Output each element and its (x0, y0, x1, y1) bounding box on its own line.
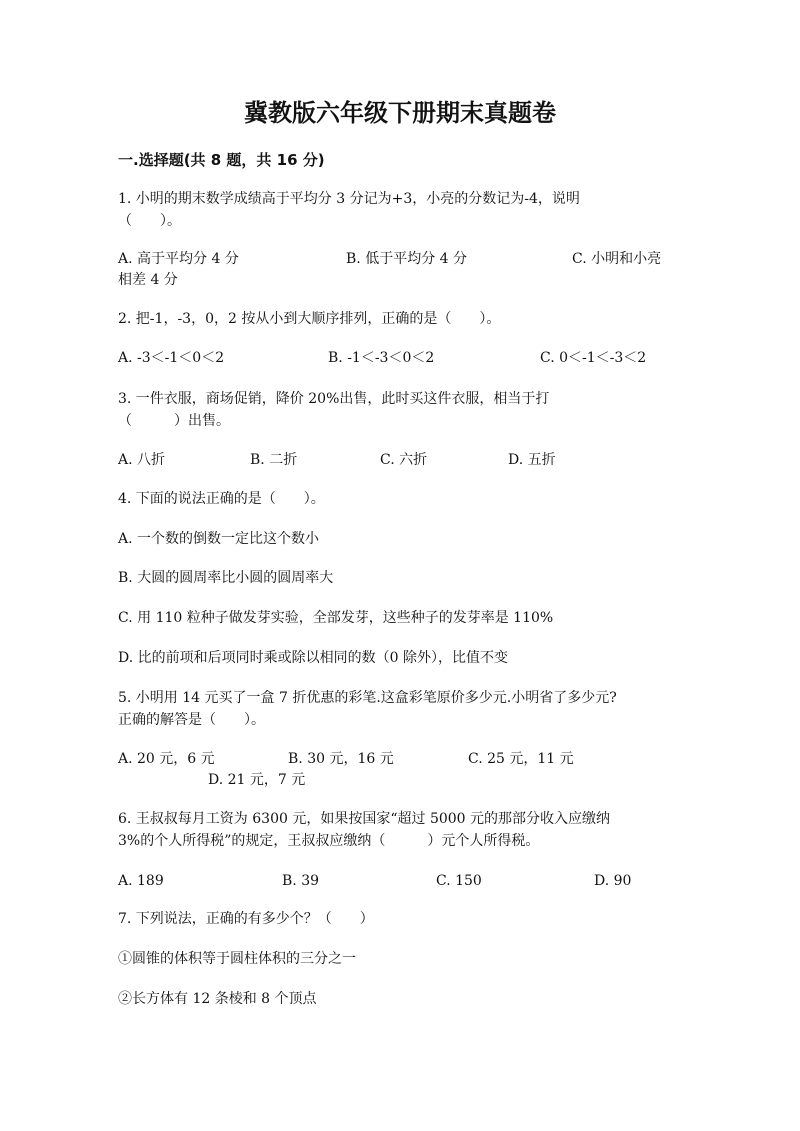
question-7-statement-1: ①圆锥的体积等于圆柱体积的三分之一 (118, 951, 356, 967)
question-1-stem-cont: （ ）。 (118, 213, 181, 229)
question-5-option-b: B. 30 元，16 元 (288, 751, 394, 767)
page-title: 冀教版六年级下册期末真题卷 (244, 99, 556, 127)
question-5-stem-cont: 正确的解答是（ ）。 (118, 712, 265, 728)
question-4-option-a: A. 一个数的倒数一定比这个数小 (118, 531, 320, 547)
question-1-option-b: B. 低于平均分 4 分 (346, 251, 467, 267)
question-6-stem: 6. 王叔叔每月工资为 6300 元，如果按国家“超过 5000 元的那部分收入应缴纳 (118, 811, 611, 827)
question-4-stem: 4. 下面的说法正确的是（ ）。 (118, 491, 325, 507)
question-4-option-d: D. 比的前项和后项同时乘或除以相同的数（0 除外），比值不变 (118, 650, 508, 666)
question-3-option-c: C. 六折 (380, 452, 428, 468)
question-3-stem: 3. 一件衣服，商场促销，降价 20%出售，此时买这件衣服，相当于打 (118, 391, 550, 407)
question-1-option-a: A. 高于平均分 4 分 (118, 251, 239, 267)
question-6-stem-cont: 3%的个人所得税”的规定，王叔叔应缴纳（ ）元个人所得税。 (118, 833, 540, 849)
question-5-option-a: A. 20 元，6 元 (118, 751, 215, 767)
question-2-option-a: A. -3＜-1＜0＜2 (118, 350, 225, 366)
question-5-stem: 5. 小明用 14 元买了一盒 7 折优惠的彩笔.这盒彩笔原价多少元.小明省了多少元? (118, 690, 617, 706)
question-1-option-c-cont: 相差 4 分 (118, 272, 178, 288)
question-4-option-b: B. 大圆的圆周率比小圆的圆周率大 (118, 570, 334, 586)
question-3-stem-cont: （ ）出售。 (118, 413, 230, 429)
question-5-option-d: D. 21 元，7 元 (208, 772, 306, 788)
question-6-option-d: D. 90 (594, 873, 632, 889)
question-1-stem: 1. 小明的期末数学成绩高于平均分 3 分记为+3，小亮的分数记为-4，说明 (118, 191, 580, 207)
question-6-option-b: B. 39 (282, 873, 320, 889)
question-2-option-c: C. 0＜-1＜-3＜2 (540, 350, 647, 366)
question-3-option-b: B. 二折 (250, 452, 298, 468)
question-1-option-c: C. 小明和小亮 (572, 251, 662, 267)
question-6-option-a: A. 189 (118, 873, 164, 889)
question-6-option-c: C. 150 (436, 873, 482, 889)
section-heading: 一.选择题(共 8 题，共 16 分) (118, 151, 325, 169)
question-2-option-b: B. -1＜-3＜0＜2 (328, 350, 435, 366)
question-3-option-d: D. 五折 (508, 452, 556, 468)
question-2-stem: 2. 把-1，-3，0，2 按从小到大顺序排列，正确的是（ ）。 (118, 311, 501, 327)
question-7-statement-2: ②长方体有 12 条棱和 8 个顶点 (118, 991, 317, 1007)
question-5-option-c: C. 25 元，11 元 (468, 751, 574, 767)
question-7-stem: 7. 下列说法，正确的有多少个？（ ） (118, 911, 374, 927)
question-3-option-a: A. 八折 (118, 452, 166, 468)
question-4-option-c: C. 用 110 粒种子做发芽实验，全部发芽，这些种子的发芽率是 110% (118, 610, 554, 626)
